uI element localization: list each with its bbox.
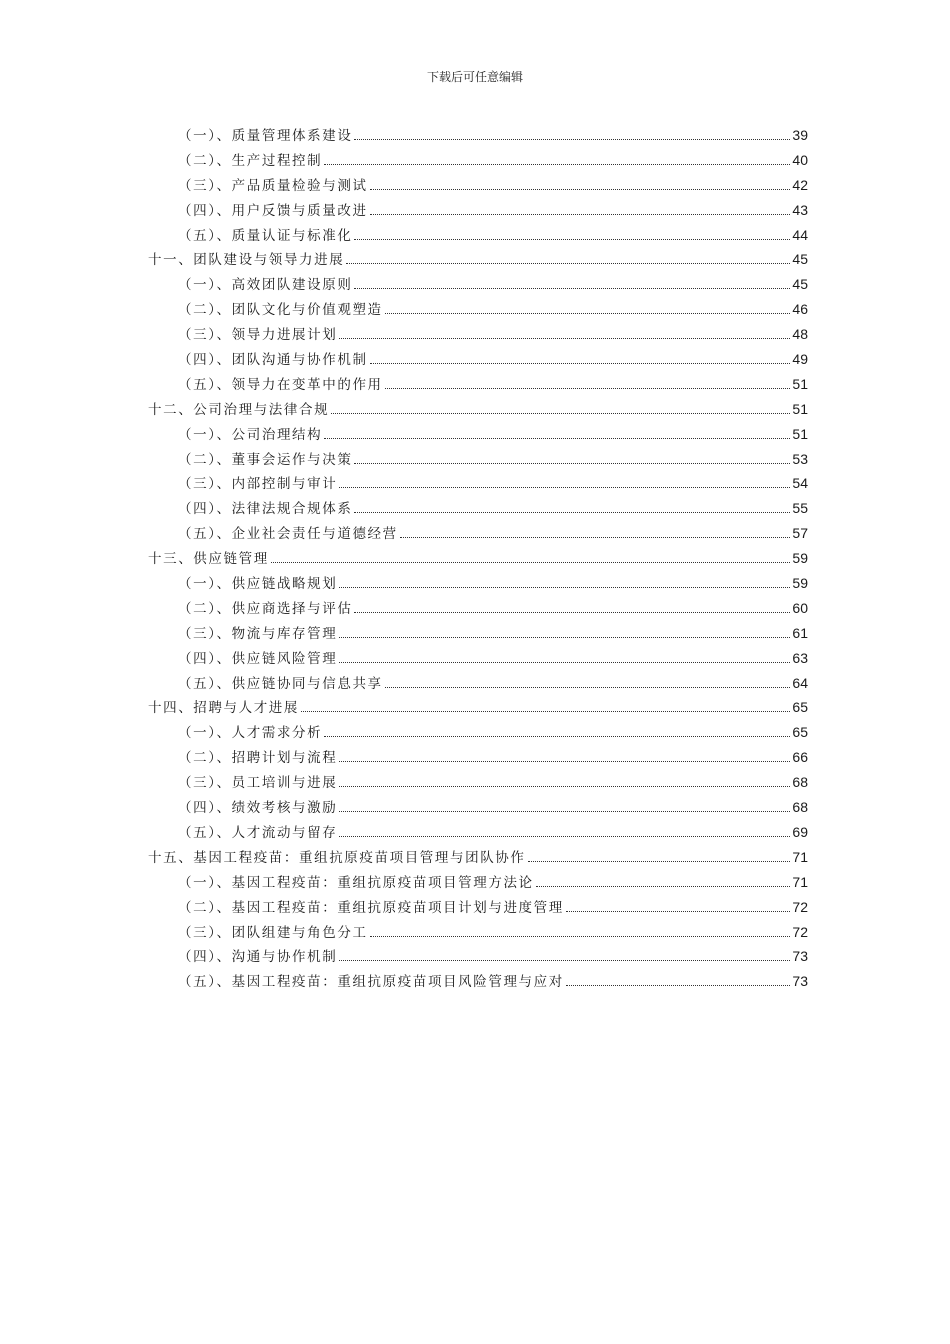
toc-entry-label: （四）、用户反馈与质量改进 (178, 202, 368, 219)
toc-entry-label: （二）、生产过程控制 (178, 152, 323, 169)
toc-section-entry[interactable] (148, 821, 808, 846)
toc-dot-leader (566, 911, 791, 912)
toc-entry-label: （三）、领导力进展计划 (178, 327, 338, 344)
toc-section-entry[interactable] (148, 572, 808, 597)
toc-section-entry[interactable] (148, 373, 808, 398)
toc-section-entry[interactable] (148, 746, 808, 771)
toc-page-number: 46 (792, 301, 808, 318)
toc-section-entry[interactable] (148, 796, 808, 821)
toc-page-number: 45 (792, 251, 808, 268)
toc-section-entry[interactable] (148, 348, 808, 373)
toc-dot-leader (339, 960, 790, 961)
toc-dot-leader (354, 139, 790, 140)
toc-dot-leader (354, 239, 790, 240)
toc-section-entry[interactable] (148, 721, 808, 746)
toc-page-number: 72 (792, 923, 808, 940)
toc-entry-label: （一）、高效团队建设原则 (178, 277, 353, 294)
toc-section-entry[interactable] (148, 497, 808, 522)
toc-page-number: 71 (792, 848, 808, 865)
toc-dot-leader (385, 388, 791, 389)
toc-entry-label: （一）、供应链战略规划 (178, 576, 338, 593)
toc-section-entry[interactable] (148, 124, 808, 149)
toc-entry-label: 十一、团队建设与领导力进展 (148, 252, 345, 269)
toc-dot-leader (354, 512, 790, 513)
toc-page-number: 60 (792, 599, 808, 616)
toc-section-entry[interactable] (148, 273, 808, 298)
toc-dot-leader (536, 886, 791, 887)
toc-section-entry[interactable] (148, 298, 808, 323)
toc-page-number: 51 (792, 425, 808, 442)
toc-page-number: 49 (792, 351, 808, 368)
toc-entry-label: （一）、人才需求分析 (178, 725, 323, 742)
toc-dot-leader (339, 811, 790, 812)
toc-section-entry[interactable] (148, 597, 808, 622)
toc-entry-label: （五）、质量认证与标准化 (178, 227, 353, 244)
toc-page-number: 65 (792, 724, 808, 741)
toc-dot-leader (354, 288, 790, 289)
toc-entry-label: 十二、公司治理与法律合规 (148, 401, 330, 418)
toc-page-number: 51 (792, 400, 808, 417)
toc-dot-leader (301, 711, 790, 712)
toc-dot-leader (339, 786, 790, 787)
toc-chapter-entry[interactable] (148, 846, 808, 871)
toc-dot-leader (339, 637, 790, 638)
toc-dot-leader (271, 562, 791, 563)
toc-dot-leader (339, 836, 790, 837)
toc-entry-label: （四）、供应链风险管理 (178, 650, 338, 667)
toc-page-number: 55 (792, 500, 808, 517)
toc-entry-label: （二）、董事会运作与决策 (178, 451, 353, 468)
toc-dot-leader (339, 662, 790, 663)
toc-entry-label: （五）、基因工程疫苗：重组抗原疫苗项目风险管理与应对 (178, 974, 564, 991)
toc-dot-leader (339, 338, 790, 339)
toc-page-number: 53 (792, 450, 808, 467)
toc-entry-label: （三）、团队组建与角色分工 (178, 924, 368, 941)
toc-entry-label: （四）、绩效考核与激励 (178, 800, 338, 817)
toc-dot-leader (339, 487, 790, 488)
toc-page-number: 57 (792, 525, 808, 542)
toc-entry-label: （三）、员工培训与进展 (178, 775, 338, 792)
toc-dot-leader (339, 761, 790, 762)
page-header: 下载后可任意编辑 (426, 70, 523, 84)
toc-entry-label: （四）、沟通与协作机制 (178, 949, 338, 966)
toc-dot-leader (346, 263, 790, 264)
toc-entry-label: （二）、供应商选择与评估 (178, 600, 353, 617)
toc-dot-leader (370, 214, 791, 215)
toc-page-number: 59 (792, 550, 808, 567)
toc-page-number: 45 (792, 276, 808, 293)
toc-dot-leader (339, 587, 790, 588)
toc-page-number: 51 (792, 375, 808, 392)
toc-section-entry[interactable] (148, 672, 808, 697)
toc-page-number: 43 (792, 201, 808, 218)
toc-page-number: 69 (792, 823, 808, 840)
toc-dot-leader (385, 313, 791, 314)
toc-entry-label: （五）、领导力在变革中的作用 (178, 376, 383, 393)
toc-page-number: 68 (792, 774, 808, 791)
toc-dot-leader (370, 189, 791, 190)
toc-page-number: 66 (792, 749, 808, 766)
toc-entry-label: （三）、物流与库存管理 (178, 625, 338, 642)
toc-section-entry[interactable] (148, 522, 808, 547)
toc-section-entry[interactable] (148, 622, 808, 647)
toc-chapter-entry[interactable] (148, 547, 808, 572)
toc-entry-label: （四）、团队沟通与协作机制 (178, 352, 368, 369)
toc-chapter-entry[interactable] (148, 696, 808, 721)
toc-page-number: 68 (792, 799, 808, 816)
toc-entry-label: （一）、基因工程疫苗：重组抗原疫苗项目管理方法论 (178, 874, 534, 891)
toc-entry-label: 十三、供应链管理 (148, 551, 269, 568)
toc-entry-label: （一）、公司治理结构 (178, 426, 323, 443)
toc-section-entry[interactable] (148, 871, 808, 896)
toc-section-entry[interactable] (148, 323, 808, 348)
toc-dot-leader (331, 413, 790, 414)
toc-dot-leader (354, 612, 790, 613)
toc-dot-leader (370, 363, 791, 364)
toc-dot-leader (370, 936, 791, 937)
toc-dot-leader (324, 164, 790, 165)
toc-entry-label: （五）、人才流动与留存 (178, 824, 338, 841)
toc-section-entry[interactable] (148, 472, 808, 497)
toc-dot-leader (566, 985, 791, 986)
toc-section-entry[interactable] (148, 423, 808, 448)
toc-dot-leader (385, 687, 791, 688)
toc-section-entry[interactable] (148, 921, 808, 946)
toc-dot-leader (324, 438, 790, 439)
toc-entry-label: （二）、团队文化与价值观塑造 (178, 302, 383, 319)
toc-section-entry[interactable] (148, 896, 808, 921)
toc-entry-label: （一）、质量管理体系建设 (178, 128, 353, 144)
toc-entry-label: （三）、内部控制与审计 (178, 476, 338, 493)
toc-dot-leader (354, 463, 790, 464)
toc-chapter-entry[interactable] (148, 248, 808, 273)
toc-section-entry[interactable] (148, 199, 808, 224)
toc-page-number: 73 (792, 948, 808, 965)
toc-entry-label: （五）、供应链协同与信息共享 (178, 675, 383, 692)
toc-page-number: 42 (792, 176, 808, 193)
toc-section-entry[interactable] (148, 970, 808, 995)
toc-page-number: 59 (792, 575, 808, 592)
toc-page-number: 44 (792, 226, 808, 243)
toc-page-number: 61 (792, 624, 808, 641)
toc-entry-label: （四）、法律法规合规体系 (178, 501, 353, 518)
toc-page-number: 71 (792, 873, 808, 890)
toc-entry-label: 十五、基因工程疫苗：重组抗原疫苗项目管理与团队协作 (148, 849, 526, 866)
toc-page-number: 72 (792, 898, 808, 915)
toc-section-entry[interactable] (148, 224, 808, 249)
toc-entry-label: （二）、基因工程疫苗：重组抗原疫苗项目计划与进度管理 (178, 899, 564, 916)
table-of-contents (148, 124, 808, 995)
toc-section-entry[interactable] (148, 448, 808, 473)
toc-dot-leader (324, 736, 790, 737)
toc-page-number: 63 (792, 649, 808, 666)
toc-page-number: 65 (792, 699, 808, 716)
toc-page-number: 39 (792, 127, 808, 143)
toc-page-number: 40 (792, 151, 808, 168)
toc-dot-leader (400, 537, 791, 538)
toc-section-entry[interactable] (148, 174, 808, 199)
toc-entry-label: 十四、招聘与人才进展 (148, 700, 299, 717)
toc-entry-label: （三）、产品质量检验与测试 (178, 177, 368, 194)
toc-page-number: 73 (792, 973, 808, 990)
toc-page-number: 64 (792, 674, 808, 691)
toc-section-entry[interactable] (148, 647, 808, 672)
toc-chapter-entry[interactable] (148, 398, 808, 423)
toc-section-entry[interactable] (148, 149, 808, 174)
toc-page-number: 54 (792, 475, 808, 492)
toc-entry-label: （五）、企业社会责任与道德经营 (178, 526, 398, 543)
toc-entry-label: （二）、招聘计划与流程 (178, 750, 338, 767)
toc-section-entry[interactable] (148, 771, 808, 796)
toc-section-entry[interactable] (148, 945, 808, 970)
toc-dot-leader (528, 861, 791, 862)
toc-page-number: 48 (792, 326, 808, 343)
